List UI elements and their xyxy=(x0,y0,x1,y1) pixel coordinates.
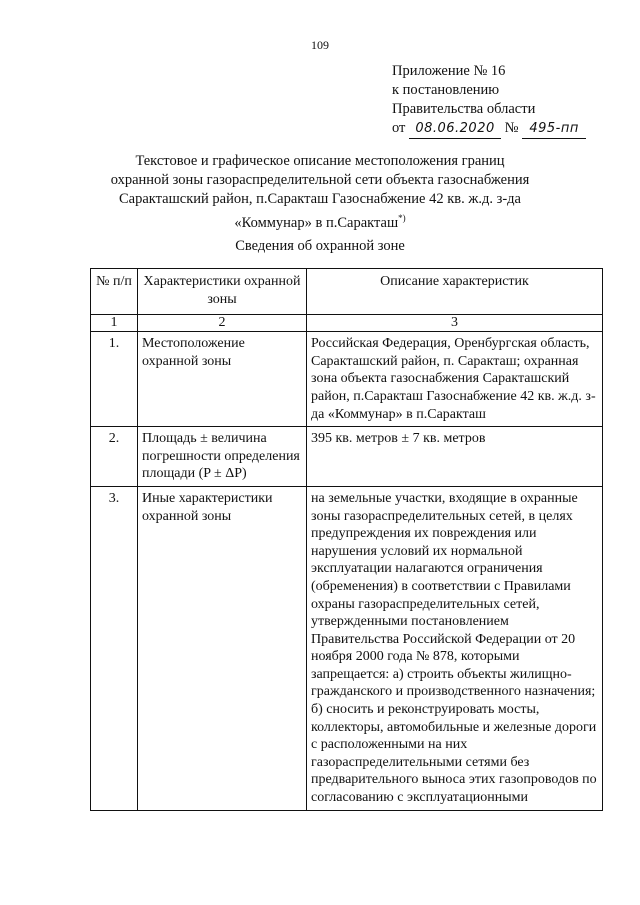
handwritten-number: 495-пп xyxy=(522,119,586,139)
row-description: на земельные участки, входящие в охранные зоны газораспределительных сетей, в целях предупреждения их повреждения или нарушения условий их нормальной эксплуатации налагаются ограничения (обременения) в соответствии с Правилами охраны газораспределительных сетей, утвержденными постановлением Правительства Российской Федерации от 20 ноября 2000 года № 878, которыми запрещается: а) строить объекты жилищно-гражданского и производственного назначения; б) сносить и реконструировать мосты, коллекторы, автомобильные и железные дороги с расположенными на них газораспределительными сетями без предварительного выноса этих газопроводов по согласованию с эксплуатационными xyxy=(307,486,603,810)
row-number: 3. xyxy=(91,486,138,810)
title-line-1: Текстовое и графическое описание местоположения границ xyxy=(135,153,505,169)
table-row xyxy=(91,486,603,810)
header-characteristic: Характеристики охранной зоны xyxy=(138,269,307,315)
table-row xyxy=(91,332,603,427)
title-line-4-text: «Коммунар» в п.Саракташ xyxy=(234,214,399,231)
row-number: 2. xyxy=(91,427,138,487)
row-characteristic: Площадь ± величина погрешности определения площади (P ± ΔP) xyxy=(138,427,307,487)
appendix-date-line xyxy=(392,119,586,139)
column-number: 1 xyxy=(91,315,138,332)
column-number-row xyxy=(91,315,603,332)
footnote-mark: *) xyxy=(398,213,406,223)
column-number: 2 xyxy=(138,315,307,332)
appendix-line-1: Приложение № 16 xyxy=(392,63,506,79)
handwritten-date: 08.06.2020 xyxy=(409,119,501,139)
header-number: № п/п xyxy=(91,269,138,315)
appendix-line-2: к постановлению xyxy=(392,82,500,98)
number-label: № xyxy=(504,120,519,136)
row-number: 1. xyxy=(91,332,138,427)
row-characteristic: Местоположение охранной зоны xyxy=(138,332,307,427)
title-line-3: Саракташский район, п.Саракташ Газоснабжение 42 кв. ж.д. з-да xyxy=(119,191,521,207)
from-label: от xyxy=(392,120,406,136)
row-characteristic: Иные характеристики охранной зоны xyxy=(138,486,307,810)
row-description: Российская Федерация, Оренбургская область, Саракташский район, п. Саракташ; охранная зона объекта газоснабжения Саракташский район, п.Саракташ Газоснабжение 42 кв. ж.д. з-да «Коммунар» в п.Саракташ xyxy=(307,332,603,427)
section-title: Сведения об охранной зоне xyxy=(235,238,405,254)
appendix-line-3: Правительства области xyxy=(392,101,536,117)
zone-info-table xyxy=(90,268,603,811)
title-line-4 xyxy=(0,209,640,233)
table-header-row xyxy=(91,269,603,315)
header-description: Описание характеристик xyxy=(307,269,603,315)
title-line-2: охранной зоны газораспределительной сети объекта газоснабжения xyxy=(110,172,530,188)
appendix-block xyxy=(392,62,586,139)
column-number: 3 xyxy=(307,315,603,332)
table-row xyxy=(91,427,603,487)
row-description: 395 кв. метров ± 7 кв. метров xyxy=(307,427,603,487)
document-title xyxy=(0,152,640,233)
page-number: 109 xyxy=(311,38,329,52)
